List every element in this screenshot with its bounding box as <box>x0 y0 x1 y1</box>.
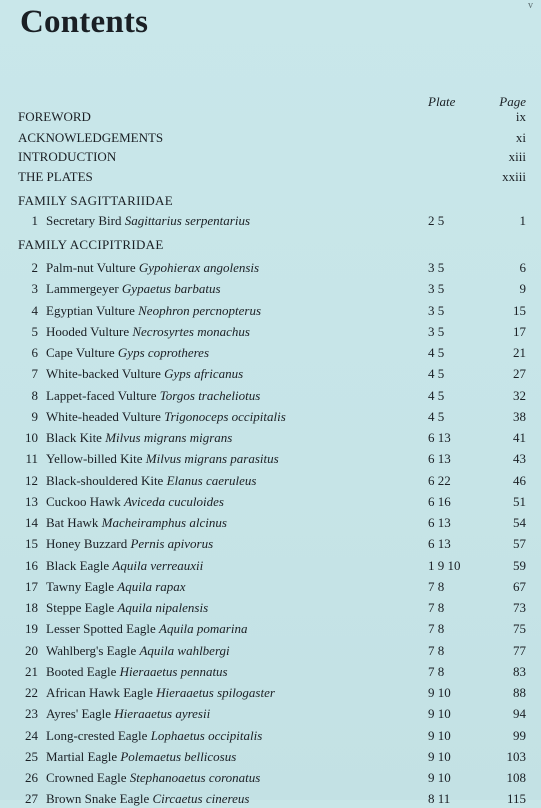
plate-numbers: 2 5 <box>428 213 445 228</box>
plate-numbers: 9 10 <box>428 706 451 721</box>
page-number: 88 <box>513 685 526 700</box>
family-heading: FAMILY ACCIPITRIDAE <box>18 237 164 252</box>
species-name <box>46 259 259 277</box>
front-matter-label: ACKNOWLEDGEMENTS <box>18 130 164 145</box>
plate-numbers: 1 9 10 <box>428 558 461 573</box>
front-matter-row <box>0 148 541 166</box>
front-matter-label: FOREWORD <box>18 109 91 124</box>
entry-number: 2 <box>31 260 38 275</box>
page-number: 38 <box>513 409 526 424</box>
species-row <box>0 280 541 298</box>
page-column-header: Page <box>499 94 526 109</box>
common-name: Black Kite <box>46 430 106 445</box>
plate-column-header: Plate <box>428 94 456 109</box>
species-name <box>46 212 250 230</box>
species-row <box>0 387 541 405</box>
species-name <box>46 280 221 298</box>
common-name: Booted Eagle <box>46 664 120 679</box>
front-matter-row <box>0 168 541 186</box>
species-row <box>0 599 541 617</box>
plate-numbers: 6 13 <box>428 536 451 551</box>
page-number: 54 <box>513 515 526 530</box>
page-number: 9 <box>519 281 526 296</box>
page-number: 103 <box>506 749 526 764</box>
common-name: Martial Eagle <box>46 749 121 764</box>
scientific-name: Neophron percnopterus <box>138 303 262 318</box>
species-row <box>0 450 541 468</box>
entry-number: 27 <box>25 791 38 806</box>
scientific-name: Macheiramphus alcinus <box>101 515 227 530</box>
common-name: Black Eagle <box>46 558 113 573</box>
common-name: Ayres' Eagle <box>46 706 115 721</box>
plate-numbers: 7 8 <box>428 579 445 594</box>
species-name <box>46 472 256 490</box>
page-number: 15 <box>513 303 526 318</box>
page-number: 21 <box>513 345 526 360</box>
plate-numbers: 4 5 <box>428 345 445 360</box>
entry-number: 1 <box>31 213 38 228</box>
entry-number: 21 <box>25 664 38 679</box>
common-name: Cape Vulture <box>46 345 118 360</box>
page-corner-mark: v <box>528 0 533 11</box>
species-name <box>46 514 227 532</box>
common-name: Brown Snake Eagle <box>46 791 153 806</box>
species-name <box>46 387 260 405</box>
entry-number: 12 <box>25 473 38 488</box>
scientific-name: Lophaetus occipitalis <box>150 728 263 743</box>
species-row <box>0 344 541 362</box>
plate-numbers: 3 5 <box>428 303 445 318</box>
page-number: 57 <box>513 536 526 551</box>
species-row <box>0 642 541 660</box>
species-row <box>0 323 541 341</box>
species-row <box>0 472 541 490</box>
plate-numbers: 4 5 <box>428 409 445 424</box>
scientific-name: Torgos tracheliotus <box>159 388 261 403</box>
entry-number: 13 <box>25 494 38 509</box>
species-name <box>46 302 261 320</box>
entry-number: 17 <box>25 579 38 594</box>
entry-number: 16 <box>25 558 38 573</box>
plate-numbers: 9 10 <box>428 685 451 700</box>
common-name: White-headed Vulture <box>46 409 165 424</box>
species-row <box>0 365 541 383</box>
scientific-name: Milvus migrans parasitus <box>145 451 279 466</box>
common-name: Egyptian Vulture <box>46 303 139 318</box>
entry-number: 26 <box>25 770 38 785</box>
species-name <box>46 408 286 426</box>
page-number: 17 <box>513 324 526 339</box>
scientific-name: Gyps coprotheres <box>117 345 210 360</box>
page-number: 108 <box>506 770 526 785</box>
entry-number: 8 <box>31 388 38 403</box>
species-name <box>46 684 275 702</box>
scientific-name: Polemaetus bellicosus <box>120 749 237 764</box>
species-row <box>0 790 541 808</box>
common-name: Long-crested Eagle <box>46 728 151 743</box>
common-name: Honey Buzzard <box>46 536 131 551</box>
entry-number: 4 <box>31 303 38 318</box>
entry-number: 18 <box>25 600 38 615</box>
species-row <box>0 578 541 596</box>
scientific-name: Necrosyrtes monachus <box>132 324 250 339</box>
front-matter-page: xi <box>515 130 526 145</box>
scientific-name: Milvus migrans migrans <box>105 430 233 445</box>
species-row <box>0 535 541 553</box>
scientific-name: Hieraaetus ayresii <box>114 706 211 721</box>
common-name: Black-shouldered Kite <box>46 473 167 488</box>
scientific-name: Gypaetus barbatus <box>121 281 221 296</box>
common-name: Lappet-faced Vulture <box>46 388 160 403</box>
page-number: 73 <box>513 600 526 615</box>
common-name: Tawny Eagle <box>46 579 118 594</box>
common-name: Bat Hawk <box>46 515 102 530</box>
entry-number: 24 <box>25 728 38 743</box>
plate-numbers: 3 5 <box>428 281 445 296</box>
common-name: Cuckoo Hawk <box>46 494 124 509</box>
species-row <box>0 684 541 702</box>
plate-numbers: 6 22 <box>428 473 451 488</box>
plate-numbers: 9 10 <box>428 749 451 764</box>
common-name: Steppe Eagle <box>46 600 118 615</box>
scientific-name: Circaetus cinereus <box>152 791 250 806</box>
common-name: Yellow-billed Kite <box>46 451 146 466</box>
plate-numbers: 8 11 <box>428 791 451 806</box>
entry-number: 20 <box>25 643 38 658</box>
page-number: 67 <box>513 579 526 594</box>
scientific-name: Aquila verreauxii <box>112 558 204 573</box>
species-name <box>46 727 262 745</box>
common-name: Lesser Spotted Eagle <box>46 621 159 636</box>
entry-number: 3 <box>31 281 38 296</box>
page-number: 75 <box>513 621 526 636</box>
common-name: Hooded Vulture <box>46 324 133 339</box>
species-name <box>46 535 213 553</box>
plate-numbers: 6 13 <box>428 430 451 445</box>
species-name <box>46 578 186 596</box>
page-number: 51 <box>513 494 526 509</box>
plate-numbers: 7 8 <box>428 643 445 658</box>
species-name <box>46 344 209 362</box>
species-row <box>0 259 541 277</box>
entry-number: 19 <box>25 621 38 636</box>
front-matter-page: xxiii <box>502 169 526 184</box>
scientific-name: Elanus caeruleus <box>166 473 257 488</box>
page-number: 41 <box>513 430 526 445</box>
scientific-name: Gypohierax angolensis <box>138 260 260 275</box>
plate-numbers: 7 8 <box>428 664 445 679</box>
plate-numbers: 9 10 <box>428 770 451 785</box>
page-number: 99 <box>513 728 526 743</box>
plate-numbers: 6 13 <box>428 451 451 466</box>
species-row <box>0 212 541 230</box>
plate-numbers: 9 10 <box>428 728 451 743</box>
scientific-name: Sagittarius serpentarius <box>124 213 251 228</box>
scientific-name: Aquila pomarina <box>159 621 248 636</box>
scientific-name: Trigonoceps occipitalis <box>164 409 286 424</box>
plate-numbers: 3 5 <box>428 260 445 275</box>
family-heading: FAMILY SAGITTARIIDAE <box>18 193 173 208</box>
species-row <box>0 302 541 320</box>
front-matter-label: THE PLATES <box>18 169 93 184</box>
species-name <box>46 663 228 681</box>
common-name: Secretary Bird <box>46 213 125 228</box>
front-matter-label: INTRODUCTION <box>18 149 117 164</box>
species-name <box>46 365 243 383</box>
scientific-name: Hieraaetus pennatus <box>119 664 228 679</box>
scientific-name: Aviceda cuculoides <box>124 494 224 509</box>
plate-numbers: 7 8 <box>428 621 445 636</box>
species-name <box>46 790 249 808</box>
species-name <box>46 323 250 341</box>
common-name: Palm-nut Vulture <box>46 260 139 275</box>
page-number: 94 <box>513 706 526 721</box>
page-number: 1 <box>519 213 526 228</box>
scientific-name: Pernis apivorus <box>130 536 214 551</box>
species-row <box>0 663 541 681</box>
page-number: 27 <box>513 366 526 381</box>
common-name: Crowned Eagle <box>46 770 130 785</box>
scientific-name: Aquila rapax <box>117 579 186 594</box>
entry-number: 22 <box>25 685 38 700</box>
plate-numbers: 6 13 <box>428 515 451 530</box>
front-matter-row <box>0 108 541 126</box>
species-name <box>46 557 203 575</box>
species-row <box>0 769 541 787</box>
entry-number: 7 <box>31 366 38 381</box>
entry-number: 10 <box>25 430 38 445</box>
page-number: 46 <box>513 473 526 488</box>
species-name <box>46 620 247 638</box>
species-row <box>0 429 541 447</box>
page-number: 43 <box>513 451 526 466</box>
page-number: 115 <box>506 791 526 806</box>
page-number: 32 <box>513 388 526 403</box>
scientific-name: Aquila wahlbergi <box>139 643 230 658</box>
entry-number: 6 <box>31 345 38 360</box>
entry-number: 11 <box>25 451 38 466</box>
plate-numbers: 6 16 <box>428 494 451 509</box>
species-name <box>46 429 232 447</box>
species-name <box>46 493 224 511</box>
species-name <box>46 450 279 468</box>
front-matter-page: xiii <box>508 149 526 164</box>
page-number: 83 <box>513 664 526 679</box>
common-name: Wahlberg's Eagle <box>46 643 140 658</box>
front-matter-row <box>0 129 541 147</box>
scientific-name: Gyps africanus <box>164 366 244 381</box>
entry-number: 23 <box>25 706 38 721</box>
species-row <box>0 408 541 426</box>
plate-numbers: 4 5 <box>428 366 445 381</box>
entry-number: 25 <box>25 749 38 764</box>
page-title: Contents <box>20 4 149 40</box>
scientific-name: Stephanoaetus coronatus <box>129 770 261 785</box>
plate-numbers: 4 5 <box>428 388 445 403</box>
plate-numbers: 7 8 <box>428 600 445 615</box>
species-row <box>0 493 541 511</box>
page-number: 59 <box>513 558 526 573</box>
species-name <box>46 705 210 723</box>
species-name <box>46 748 236 766</box>
entry-number: 15 <box>25 536 38 551</box>
species-row <box>0 620 541 638</box>
plate-numbers: 3 5 <box>428 324 445 339</box>
page-number: 6 <box>519 260 526 275</box>
scientific-name: Hieraaetus spilogaster <box>156 685 275 700</box>
scientific-name: Aquila nipalensis <box>117 600 209 615</box>
common-name: African Hawk Eagle <box>46 685 157 700</box>
front-matter-page: ix <box>515 109 526 124</box>
species-row <box>0 705 541 723</box>
species-row <box>0 514 541 532</box>
species-row <box>0 727 541 745</box>
species-row <box>0 748 541 766</box>
species-name <box>46 642 230 660</box>
species-row <box>0 557 541 575</box>
entry-number: 9 <box>31 409 38 424</box>
species-name <box>46 769 260 787</box>
entry-number: 5 <box>31 324 38 339</box>
common-name: Lammergeyer <box>46 281 122 296</box>
entry-number: 14 <box>25 515 38 530</box>
common-name: White-backed Vulture <box>46 366 165 381</box>
species-name <box>46 599 208 617</box>
page-number: 77 <box>513 643 526 658</box>
